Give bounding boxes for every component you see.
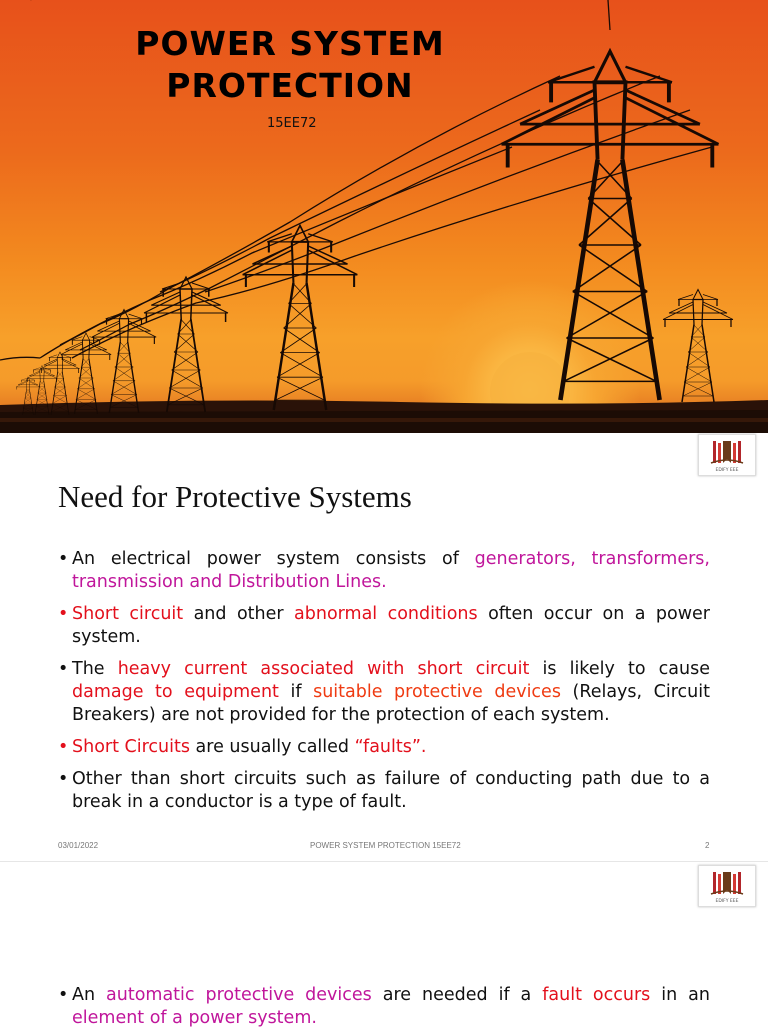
footer-title: POWER SYSTEM PROTECTION 15EE72 (310, 841, 461, 850)
transmission-towers-sunset-image (0, 0, 768, 433)
content-slide (0, 433, 768, 861)
list-item: • An automatic protective devices are needed if a fault occurs in an element of a power system. (58, 985, 710, 1028)
bullet-list (58, 548, 710, 823)
book-logo-icon (699, 435, 755, 475)
list-item: • The heavy current associated with short circuit is likely to cause damage to equipment if suitable protective devices (Relays, Circuit Breakers) are not provided for the protection of each system. (58, 659, 710, 725)
brand-logo (698, 434, 756, 476)
slide-title-line2: PROTECTION (166, 66, 414, 105)
list-item: • Other than short circuits such as failure of conducting path due to a break in a conductor is a type of fault. (58, 769, 710, 812)
list-item: • Short Circuits are usually called “faults”. (58, 737, 427, 757)
slide-title-line1: POWER SYSTEM (135, 24, 445, 63)
list-item: • Short circuit and other abnormal conditions often occur on a power system. (58, 604, 710, 647)
list-item: • An electrical power system consists of generators, transformers, transmission and Distribution Lines. (58, 549, 710, 592)
book-logo-icon (699, 866, 755, 906)
footer-date: 03/01/2022 (58, 841, 99, 850)
bullet-list (58, 984, 710, 1030)
content-slide-partial (0, 861, 768, 1028)
slide-heading: Need for Protective Systems (58, 479, 412, 514)
footer-page-number: 2 (705, 841, 710, 850)
svg-text:EDIFY EEE: EDIFY EEE (715, 468, 739, 473)
course-code: 15EE72 (267, 116, 317, 131)
title-slide (0, 0, 768, 433)
brand-logo (698, 865, 756, 907)
svg-text:EDIFY EEE: EDIFY EEE (715, 899, 739, 904)
